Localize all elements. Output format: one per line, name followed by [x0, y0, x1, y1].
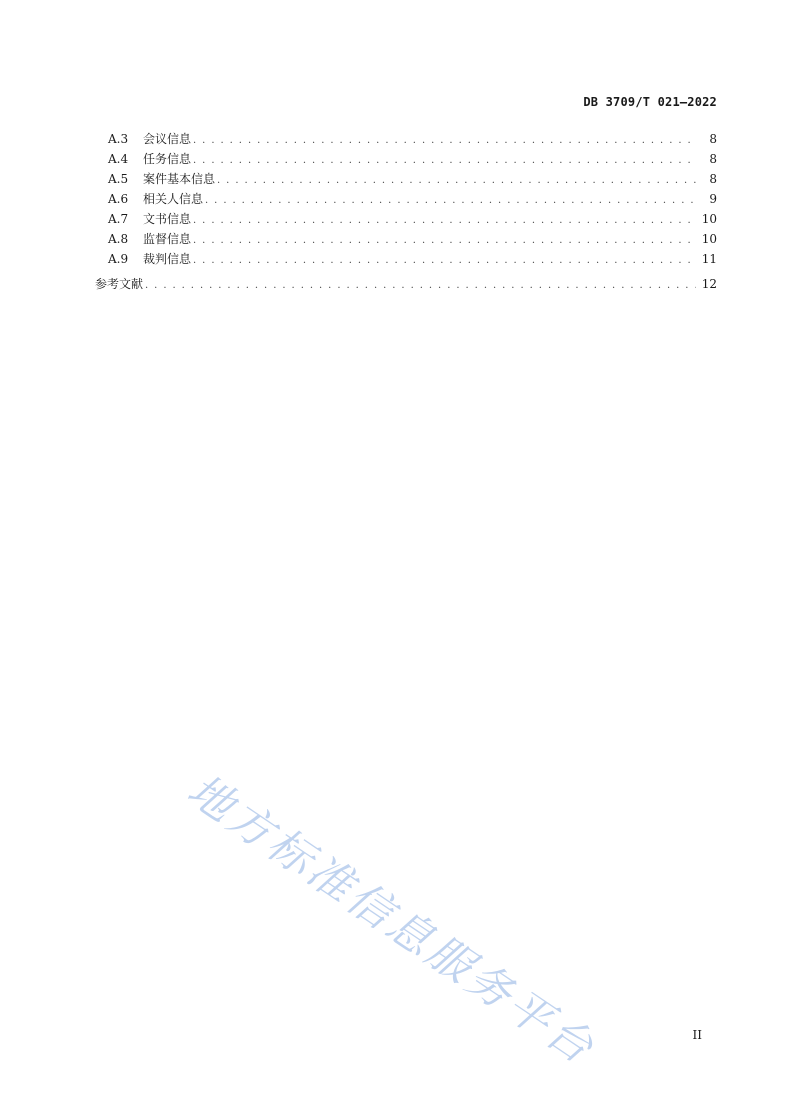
- toc-entry-page: 10: [701, 232, 717, 246]
- watermark: 地方标准信息服务平台: [178, 764, 605, 1076]
- toc-entry-title: 参考文献: [95, 277, 144, 291]
- toc-leader-dots: [193, 131, 697, 151]
- toc-entry-page: 8: [709, 172, 717, 186]
- toc-entry-references[interactable]: [95, 274, 717, 294]
- toc-entry-number: A.6: [108, 192, 129, 206]
- toc-entry[interactable]: [95, 189, 717, 209]
- toc-entry-title: 裁判信息: [143, 252, 192, 266]
- toc-entry[interactable]: [95, 149, 717, 169]
- table-of-contents: [95, 129, 717, 294]
- toc-entry-number: A.5: [108, 172, 129, 186]
- toc-leader-dots: [193, 211, 696, 231]
- toc-leader-dots: [205, 191, 697, 211]
- toc-leader-dots: [217, 171, 697, 191]
- toc-entry[interactable]: [95, 129, 717, 149]
- toc-entry-title: 案件基本信息: [143, 172, 216, 186]
- toc-entry[interactable]: [95, 249, 717, 269]
- page-number: II: [692, 1028, 702, 1042]
- toc-leader-dots: [145, 276, 696, 296]
- toc-entry[interactable]: [95, 169, 717, 189]
- toc-entry-page: 10: [701, 212, 717, 226]
- toc-entry-number: A.8: [108, 232, 129, 246]
- toc-entry-title: 监督信息: [143, 232, 192, 246]
- toc-entry-title: 会议信息: [143, 132, 192, 146]
- toc-entry-number: A.3: [108, 132, 129, 146]
- toc-entry-page: 8: [709, 152, 717, 166]
- toc-entry-page: 8: [709, 132, 717, 146]
- toc-entry-title: 相关人信息: [143, 192, 204, 206]
- toc-entry-title: 文书信息: [143, 212, 192, 226]
- toc-entry[interactable]: [95, 229, 717, 249]
- toc-entry[interactable]: [95, 209, 717, 229]
- toc-leader-dots: [193, 251, 696, 271]
- toc-entry-number: A.4: [108, 152, 129, 166]
- toc-leader-dots: [193, 231, 696, 251]
- toc-entry-page: 9: [709, 192, 717, 206]
- toc-leader-dots: [193, 151, 697, 171]
- toc-entry-page: 12: [701, 277, 717, 291]
- toc-entry-page: 11: [701, 252, 717, 266]
- document-code: DB 3709/T 021—2022: [583, 95, 717, 109]
- toc-entry-number: A.7: [108, 212, 129, 226]
- toc-entry-title: 任务信息: [143, 152, 192, 166]
- toc-entry-number: A.9: [108, 252, 129, 266]
